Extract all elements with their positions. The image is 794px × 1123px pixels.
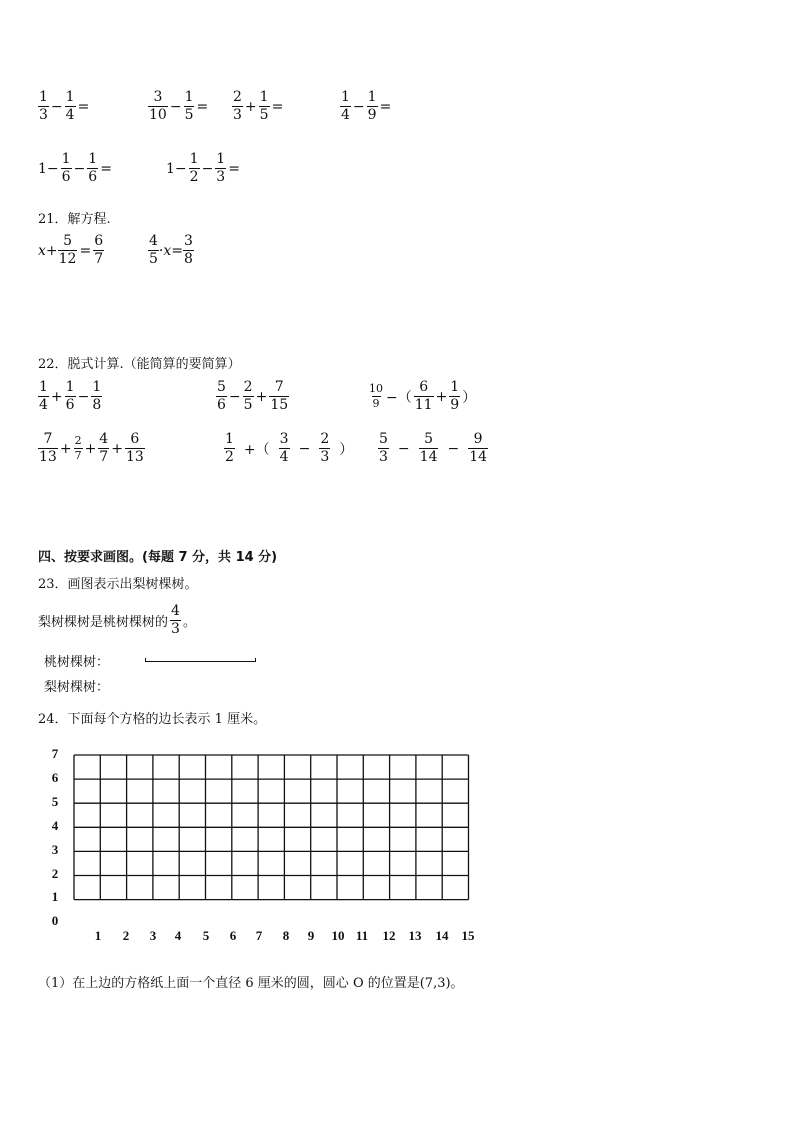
problem-row-1 (38, 90, 393, 123)
x-axis-label: 12 (382, 928, 396, 943)
fraction: $\frac{2}{3}$ (233, 89, 242, 123)
fraction: $\frac{10}{9}$ (369, 382, 383, 410)
q22-expr-2: $\frac{5}{6}$ − $\frac{2}{5}$ + $\frac{7}{15}$ (217, 379, 289, 413)
fraction: $\frac{4}{7}$ (99, 431, 109, 465)
fraction: $\frac{1}{6}$ (61, 151, 71, 185)
fraction: $\frac{1}{2}$ (189, 151, 199, 185)
fraction: $\frac{1}{4}$ (65, 89, 75, 123)
q22-expr-1: $\frac{1}{4}$ + $\frac{1}{6}$ − $\frac{1}{8}$ (39, 379, 102, 413)
fraction: $\frac{5}{6}$ (217, 379, 226, 413)
fraction: $\frac{1}{4}$ (39, 379, 48, 413)
section-4-title: 四、按要求画图。(每题 7 分，共 14 分) (38, 550, 278, 565)
problem-2: $\frac{3}{10}$ − $\frac{1}{5}$ = (149, 89, 209, 123)
fraction: $\frac{1}{9}$ (450, 379, 460, 413)
y-axis-label: 3 (51, 842, 59, 857)
x-axis-label: 11 (355, 928, 369, 943)
problem-3: $\frac{2}{3}$ + $\frac{1}{5}$ = (233, 89, 284, 123)
equation-1: x+ $\frac{5}{12}$ = $\frac{6}{7}$ (38, 233, 104, 267)
x-axis-label: 4 (174, 928, 182, 943)
fraction: $\frac{2}{3}$ (320, 431, 330, 465)
problem-5: 1− $\frac{1}{6}$ − $\frac{1}{6}$ = (38, 151, 112, 185)
fraction: $\frac{7}{13}$ (39, 431, 57, 465)
q22-expr-5: $\frac{1}{2}$ +（ $\frac{3}{4}$ − $\frac{2}{3}$ ） (225, 431, 354, 465)
q23-text: 梨树棵树是桃树棵树的 $\frac{4}{3}$ 。 (38, 603, 196, 637)
y-axis-label: 7 (51, 746, 59, 761)
fraction: $\frac{6}{7}$ (94, 233, 104, 267)
fraction: $\frac{1}{2}$ (225, 431, 234, 465)
pear-label: 梨树棵树： (44, 680, 110, 695)
problem-6: 1− $\frac{1}{2}$ − $\frac{1}{3}$ = (166, 151, 240, 185)
problem-4: $\frac{1}{4}$ − $\frac{1}{9}$ = (341, 89, 392, 123)
q22-expr-6: $\frac{5}{3}$ − $\frac{5}{14}$ − $\frac{9}{14}$ (379, 431, 488, 465)
fraction: $\frac{3}{8}$ (184, 233, 193, 267)
fraction: $\frac{1}{9}$ (367, 89, 377, 123)
q21-equations (38, 234, 194, 267)
y-axis-label: 0 (51, 913, 59, 928)
fraction: $\frac{6}{11}$ (414, 379, 433, 413)
equation-2: $\frac{4}{5}$ ·x= $\frac{3}{8}$ (149, 233, 193, 267)
x-axis-label: 15 (461, 928, 475, 943)
fraction: $\frac{1}{5}$ (259, 89, 269, 123)
fraction: $\frac{6}{13}$ (125, 431, 144, 465)
problem-1: $\frac{1}{3}$ − $\frac{1}{4}$ = (39, 89, 90, 123)
q22-title: 22．脱式计算.（能简算的要简算） (38, 357, 241, 372)
x-axis-label: 3 (149, 928, 157, 943)
x-axis-label: 6 (229, 928, 237, 943)
q24-title: 24．下面每个方格的边长表示 1 厘米。 (38, 712, 267, 727)
q24-part-1: （1）在上边的方格纸上面一个直径 6 厘米的圆，圆心 O 的位置是(7,3)。 (38, 976, 464, 991)
peach-label: 桃树棵树： (44, 655, 110, 670)
fraction: $\frac{9}{14}$ (469, 431, 488, 465)
fraction: $\frac{1}{5}$ (184, 89, 194, 123)
fraction: $\frac{2}{5}$ (243, 379, 253, 413)
fraction: $\frac{5}{14}$ (419, 431, 438, 465)
fraction: $\frac{4}{5}$ (149, 233, 158, 267)
fraction: $\frac{1}{6}$ (65, 379, 75, 413)
fraction: $\frac{5}{3}$ (379, 431, 388, 465)
q22-expr-4: $\frac{7}{13}$ + $\frac{2}{7}$ + $\frac{4}{7}$ + $\frac{6}{13}$ (39, 431, 144, 465)
fraction: $\frac{2}{7}$ (74, 434, 82, 462)
x-axis-label: 14 (435, 928, 449, 943)
fraction: $\frac{1}{8}$ (92, 379, 102, 413)
fraction: $\frac{1}{6}$ (88, 151, 98, 185)
y-axis-label: 1 (51, 889, 59, 904)
fraction: $\frac{1}{4}$ (341, 89, 350, 123)
y-axis-label: 2 (51, 866, 59, 881)
fraction: $\frac{7}{15}$ (270, 379, 289, 413)
x-axis-label: 10 (331, 928, 345, 943)
q23-title: 23．画图表示出梨树棵树。 (38, 577, 198, 592)
y-axis-label: 4 (51, 818, 59, 833)
x-axis-label: 1 (94, 928, 102, 943)
q21-title: 21．解方程. (38, 212, 111, 227)
x-axis-label: 5 (202, 928, 210, 943)
x-axis-label: 13 (408, 928, 422, 943)
fraction: $\frac{4}{3}$ (171, 603, 180, 637)
x-axis-label: 2 (122, 928, 130, 943)
fraction: $\frac{1}{3}$ (216, 151, 226, 185)
x-axis-label: 8 (282, 928, 290, 943)
x-axis-label: 9 (307, 928, 315, 943)
problem-row-2 (38, 152, 242, 185)
q22-expr-3: $\frac{10}{9}$ −（ $\frac{6}{11}$ + $\frac{1}{9}$ ） (369, 379, 477, 413)
peach-segment (145, 657, 256, 662)
fraction: $\frac{5}{12}$ (58, 233, 77, 267)
fraction: $\frac{1}{3}$ (39, 89, 48, 123)
x-axis-label: 7 (255, 928, 263, 943)
y-axis-label: 6 (51, 770, 59, 785)
y-axis-label: 5 (51, 794, 59, 809)
fraction: $\frac{3}{10}$ (149, 89, 167, 123)
fraction: $\frac{3}{4}$ (279, 431, 289, 465)
